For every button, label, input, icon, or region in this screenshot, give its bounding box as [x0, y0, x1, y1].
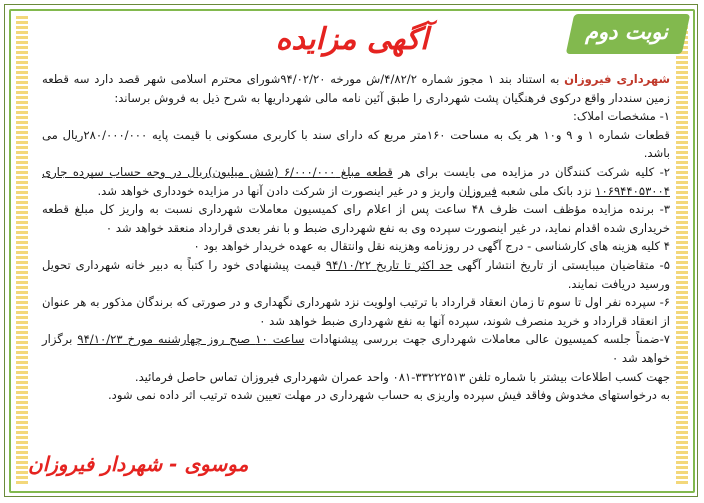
item-7-part-a: ۷-ضمناً جلسه کمیسیون عالی معاملات شهرداری جهت بررسی پیشنهادات — [304, 332, 671, 347]
edition-badge-label: نوبت دوم — [585, 20, 668, 44]
item-2-part-b: نزد بانک ملی شعبه — [496, 183, 596, 198]
item-1-heading: ۱- مشخصات املاک: — [573, 109, 670, 124]
item-2-part-c: واریز و در غیر اینصورت از شرکت دادن آنها در مزایده خودداری خواهد شد. — [97, 183, 459, 198]
item-2-branch-underlined: فیروزان — [458, 183, 497, 198]
item-7-text — [42, 330, 670, 367]
item-2-deposit-underlined: قطعه مبلغ ۶/۰۰۰/۰۰۰ (شش میلیون)ریال در وجه حساب سپرده جاری ۱۰۶۹۴۴۰۵۳۰۰۴ — [42, 164, 670, 198]
item-2-text — [42, 163, 670, 200]
item-1-text: قطعات شماره ۱ و ۹ و۱۰ هر یک به مساحت ۱۶۰متر مربع که دارای سند با کاربری مسکونی با قیمت پایه ۲۸۰/۰۰۰/۰۰۰ریال می باشد. — [42, 127, 670, 161]
item-3-text: ۳- برنده مزایده مؤظف است ظرف ۴۸ ساعت پس از اعلام رای کمیسیون معاملات شهرداری نسبت به واریز کل مبلغ قطعه خریداری شده اقدام نماید، در غیر اینصورت سپرده وی به نفع شهرداری ضبط و با نفر بعدی قرارداد منعقد خواهد شد ۰ — [42, 202, 670, 235]
item-7-session-underlined: ساعت ۱۰ صبح روز چهارشنبه مورخ ۹۴/۱۰/۲۳ — [77, 332, 305, 347]
intro-paragraph — [42, 70, 670, 107]
closing-text: به درخواستهای مخدوش وفاقد فیش سپرده واریزی به حساب شهرداری در مهلت تعیین شده ترتیب اثر داده نمی شود. — [107, 388, 670, 403]
contact-text: جهت کسب اطلاعات بیشتر با شماره تلفن ۳۳۲۲۲۵۱۳-۰۸۱ واحد عمران شهرداری فیروزان تماس حاصل فرمائید. — [134, 369, 670, 384]
item-5-part-a: ۵- متقاضیان میبایستی از تاریخ انتشار آگهی — [452, 257, 670, 272]
item-7-part-b: برگزار خواهد شد ۰ — [42, 332, 670, 365]
item-5-part-b: قیمت پیشنهادی خود را کتباً به دبیر خانه شهرداری تحویل ورسید دریافت نمایند. — [42, 257, 670, 291]
item-5-text — [42, 256, 670, 293]
intro-text: به استناد بند ۱ مجوز شماره ۴/۸۲/۲/ش مورخه ۹۴/۰۲/۲۰شورای محترم اسلامی شهر قصد دارد سه قطعه زمین سنددار واقع درکوی فرهنگیان پشت شهرداری را طبق آئین نامه مالی شهرداریها به شرح ذیل به فروش برساند: — [42, 72, 670, 105]
decorative-stripe-right — [676, 16, 688, 486]
notice-body — [42, 70, 670, 405]
item-4-text: ۴ کلیه هزینه های کارشناسی - درج آگهی در روزنامه وهزینه نقل وانتقال به عهده خریدار خواهد بود ۰ — [193, 239, 670, 254]
decorative-stripe-left — [16, 16, 28, 486]
notice-title: آگهی مزایده — [275, 22, 429, 57]
item-6-text: ۶- سپرده نفر اول تا سوم تا زمان انعقاد قرارداد با ترتیب اولویت نزد شهرداری نگهداری و در صورتی که برندگان مذکور به هر عنوان از انعقاد قرارداد و خرید منصرف شوند، سپرده آنها به نفع شهرداری ضبط خواهد شد ۰ — [42, 295, 670, 328]
item-2-part-a: ۲- کلیه شرکت کنندگان در مزایده می بایست برای هر — [392, 164, 670, 179]
municipality-name: شهرداری فیروزان — [564, 72, 670, 86]
item-5-deadline-underlined: حد اکثر تا تاریخ ۹۴/۱۰/۲۲ — [325, 257, 453, 272]
signature: موسوی - شهردار فیروزان — [28, 452, 249, 476]
